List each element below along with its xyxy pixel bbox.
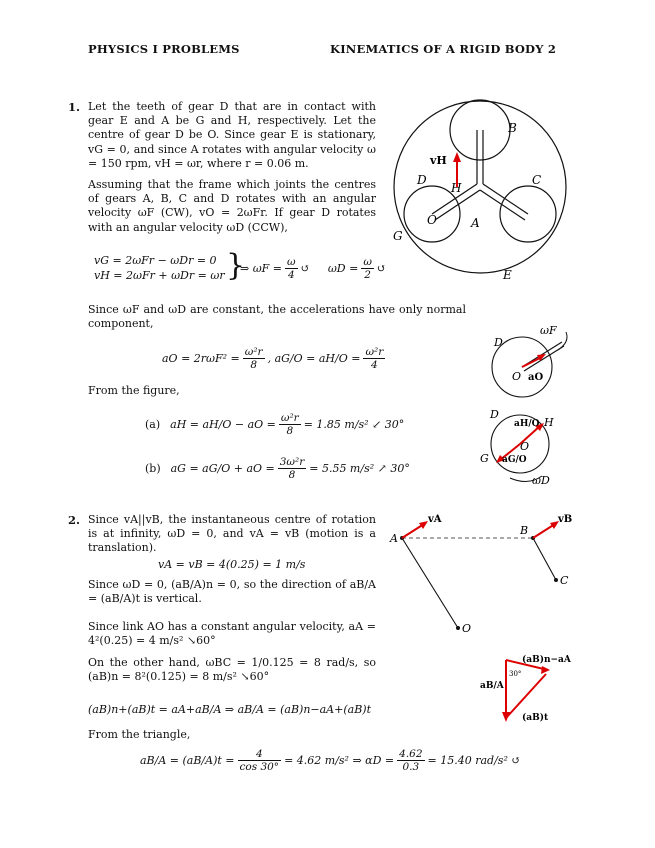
p2-eq1: vA = vB = 4(0.25) = 1 m/s (158, 558, 306, 571)
label-B: B (508, 121, 517, 135)
frac-aO-num: ω²r (244, 346, 263, 358)
fig4-label-A: A (390, 532, 398, 545)
p1-para4: From the figure, (88, 384, 180, 397)
fig5-label-aBA: aB/A (480, 681, 504, 691)
p2-para5: From the triangle, (88, 728, 191, 741)
p1-arrow: ⇒ ωF = (240, 262, 283, 275)
fig3-label-wD: ωD (532, 474, 550, 487)
frac-eq-a-num: ω²r (280, 412, 299, 424)
fig4-label-C: C (560, 574, 569, 587)
fig2-label-wF: ωF (540, 324, 557, 337)
sys-brace: } (226, 248, 246, 283)
fig3-label-H: H (544, 416, 554, 429)
frac-eq-b-num: 3ω²r (279, 456, 305, 468)
p1-omegaD: ωD = (327, 262, 359, 275)
header-left: PHYSICS I PROBLEMS (88, 42, 240, 56)
tri-left-arrowhead (502, 712, 510, 722)
fig4-label-O: O (462, 622, 472, 635)
link-AO (402, 538, 458, 628)
fig2-label-D: D (494, 336, 503, 349)
frac-eq3b (397, 748, 424, 773)
frac-eq3 (238, 748, 282, 773)
eq3-mid: = 4.62 m/s² ⇒ αD = (284, 754, 395, 767)
frac-aHO-num: ω²r (365, 346, 384, 358)
frac-wD-num: ω (363, 256, 372, 268)
gear-E-circle (394, 101, 566, 273)
fig4-label-vA: vA (428, 514, 442, 525)
eq-b-rhs: = 5.55 m/s² ↗ 30° (309, 462, 410, 475)
label-O: O (427, 213, 437, 227)
frac-aO-den: 8 (250, 359, 258, 371)
frac-aHO (363, 346, 385, 371)
aO-figure (482, 322, 582, 402)
frac-wD-den: 2 (364, 269, 371, 281)
p1-eq-b (145, 456, 410, 481)
fig3-label-aHO: aH/O (514, 419, 540, 429)
frac-wF-num: ω (287, 256, 296, 268)
fig3-label-D: D (490, 408, 499, 421)
ccw-icon: ↺ (300, 262, 310, 275)
header-right: KINEMATICS OF A RIGID BODY 2 (330, 42, 557, 56)
ccw-icon-2: ↺ (376, 262, 387, 275)
vB-arrow (533, 524, 555, 538)
p2-para2: Since ωD = 0, (aB/A)n = 0, so the direction of aB/A = (aB/A)t is vertical. (88, 578, 376, 606)
fig3-label-O: O (520, 440, 530, 453)
p2-para1: Since vA||vB, the instantaneous centre of rotation is at infinity, ωD = 0, and vA = vB (motion is a translation). (88, 513, 376, 555)
frac-eq-b (278, 456, 306, 481)
eq-a-label: (a) (145, 418, 161, 431)
fig3-label-G: G (480, 452, 489, 465)
label-D: D (417, 173, 427, 187)
p2-para4: On the other hand, ωBC = 1/0.125 = 8 rad/s, so (aB)n = 8²(0.125) = 8 m/s² ↘60° (88, 656, 376, 684)
eq3-rhs: = 15.40 rad/s² ↺ (427, 754, 521, 767)
p1-para3: Since ωF and ωD are constant, the accelerations have only normal component, (88, 303, 466, 331)
fig2-label-aO: aO (528, 372, 544, 383)
frac-eq3b-num: 4.62 (399, 748, 423, 760)
frac-aHO-den: 4 (371, 359, 378, 371)
fig4-label-vB: vB (558, 514, 573, 525)
eq-a-lhs: aH = aH/O − aO = (170, 418, 276, 431)
p1-para1: Let the teeth of gear D that are in contact with gear E and A be G and H, respectively. Let the centre of gear D be O. Since gear E is stationary, vG = 0, and since A rotates with angular velocity ω = 150 rpm, vH = ωr, where r = 0.06 m. (88, 100, 376, 170)
label-vH: vH (430, 154, 447, 167)
label-A: A (471, 216, 480, 230)
frame-arm-C (483, 184, 528, 214)
fig5-label-bot: (aB)t (522, 713, 549, 723)
eqA1-lhs: aO = 2rωF² = (162, 352, 240, 365)
linkage-figure (388, 508, 583, 638)
vA-arrowhead (419, 521, 428, 529)
eqA2-lhs: , aG/O = aH/O = (267, 352, 361, 365)
p1-sys2: vH = 2ωFr + ωDr = ωr (94, 269, 225, 282)
gear-assembly-figure (385, 92, 575, 282)
p1-eqA (162, 346, 388, 371)
p1-para2: Assuming that the frame which joints the centres of gears A, B, C and D rotates with an angular velocity ωF (CW), vO = 2ωFr. If gear D rotates with an angular velocity ωD (CCW), (88, 178, 376, 234)
p1-sys1: vG = 2ωFr − ωDr = 0 (94, 254, 217, 267)
p2-eq3 (140, 748, 521, 773)
label-E: E (503, 268, 512, 282)
problem-1-number: 1. (68, 100, 81, 114)
eq3-lhs: aB/A = (aB/A)t = (140, 754, 235, 767)
fig2-label-O: O (512, 370, 522, 383)
p1-result (240, 256, 386, 281)
fig3-label-aGO: aG/O (502, 455, 527, 465)
frac-eq-b-den: 8 (288, 469, 296, 481)
acceleration-triangle-figure (480, 648, 580, 728)
eq-a-rhs: = 1.85 m/s² ↙ 30° (303, 418, 405, 431)
frac-eq-a (279, 412, 301, 437)
frac-eq3-den: cos 30° (239, 761, 280, 773)
p1-eq-a (145, 412, 404, 437)
link-BC (533, 538, 556, 580)
label-G: G (393, 229, 403, 243)
frac-eq3-num: 4 (238, 748, 282, 761)
eq-b-label: (b) (145, 462, 161, 475)
pivot-C (554, 578, 558, 582)
frac-wD (361, 256, 374, 281)
tri-hyp-vector (506, 674, 546, 718)
p2-eq2: (aB)n+(aB)t = aA+aB/A ⇒ aB/A = (aB)n−aA+(aB)t (88, 703, 371, 716)
problem-2-number: 2. (68, 513, 81, 527)
vH-arrowhead (453, 152, 461, 162)
p2-para3: Since link AO has a constant angular velocity, aA = 4²(0.25) = 4 m/s² ↘60° (88, 620, 376, 648)
tri-top-arrowhead (541, 666, 550, 674)
frame-arm-C2 (480, 190, 525, 220)
frac-eq-a-den: 8 (286, 425, 294, 437)
label-H: H (451, 181, 462, 195)
frac-aO (243, 346, 265, 371)
vA-arrow (402, 524, 424, 538)
gear-B-circle (450, 100, 510, 160)
aHO-aGO-figure (480, 404, 580, 494)
fig5-label-angle: 30° (509, 670, 522, 678)
frac-wF (285, 256, 298, 281)
frac-wF-den: 4 (287, 269, 295, 281)
fig5-label-top: (aB)n−aA (522, 655, 571, 665)
eq-b-lhs: aG = aG/O + aO = (170, 462, 275, 475)
label-C: C (532, 173, 542, 187)
fig4-label-B: B (520, 524, 529, 537)
pivot-O (456, 626, 460, 630)
frac-eq3b-den: 0.3 (402, 761, 420, 773)
